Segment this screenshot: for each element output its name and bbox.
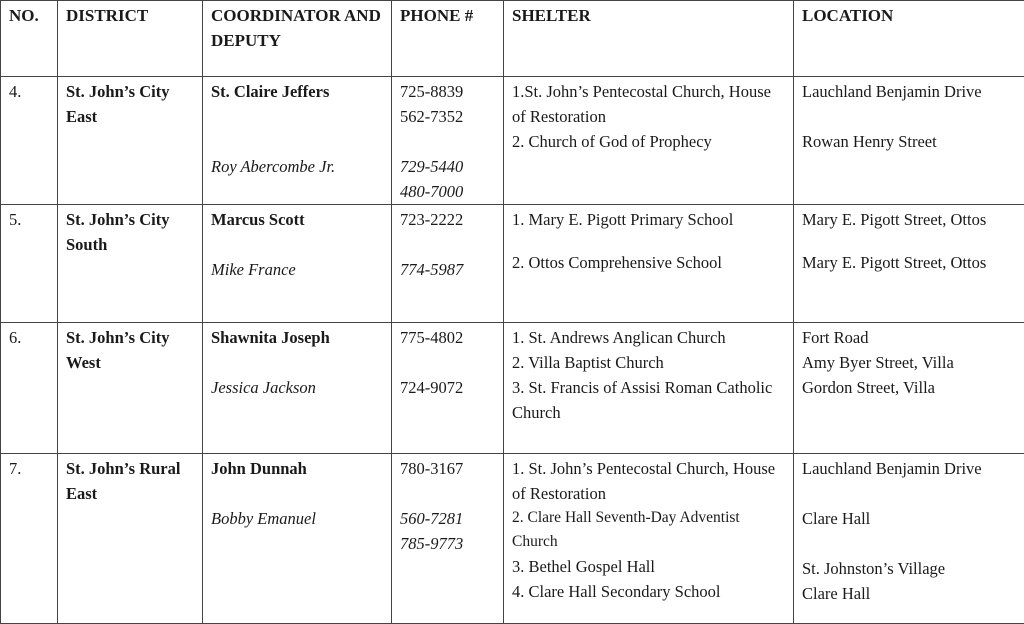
shelter-item: 3. Bethel Gospel Hall	[512, 554, 785, 579]
header-row	[1, 1, 1024, 77]
coordinator-phone: 775-4802	[400, 325, 495, 350]
table-row	[1, 205, 1024, 323]
location-item: Clare Hall	[802, 581, 1016, 606]
coordinator-phone: 725-8839	[400, 79, 495, 104]
location-item: Lauchland Benjamin Drive	[802, 79, 1016, 104]
deputy-name: Bobby Emanuel	[211, 506, 383, 531]
shelter-item: 4. Clare Hall Secondary School	[512, 579, 785, 604]
shelter-item: 1. St. Andrews Anglican Church	[512, 325, 785, 350]
row-number: 7.	[1, 454, 58, 624]
coordinator-cell	[203, 323, 392, 454]
shelter-item: 2. Ottos Comprehensive School	[512, 250, 785, 275]
district-name: St. John’s City East	[58, 77, 203, 205]
header-coordinator: COORDINATOR AND DEPUTY	[203, 1, 392, 77]
location-cell	[794, 205, 1024, 323]
location-item: St. Johnston’s Village	[802, 556, 1016, 581]
phone-cell	[392, 454, 504, 624]
coordinator-cell	[203, 77, 392, 205]
location-cell	[794, 323, 1024, 454]
shelter-item: 3. St. Francis of Assisi Roman Catholic Church	[512, 375, 785, 425]
coordinator-phone: 723-2222	[400, 207, 495, 232]
coordinator-cell	[203, 454, 392, 624]
coordinator-phone: 562-7352	[400, 104, 495, 129]
header-no: NO.	[1, 1, 58, 77]
shelter-item: 1.St. John’s Pentecostal Church, House of Restoration	[512, 79, 785, 129]
district-name: St. John’s City South	[58, 205, 203, 323]
coordinator-phone: 780-3167	[400, 456, 495, 481]
header-shelter: SHELTER	[504, 1, 794, 77]
deputy-name: Jessica Jackson	[211, 375, 383, 400]
shelter-item: 1. St. John’s Pentecostal Church, House of Restoration	[512, 456, 785, 506]
location-item: Fort Road	[802, 325, 1016, 350]
row-number: 4.	[1, 77, 58, 205]
table-row	[1, 323, 1024, 454]
district-name: St. John’s Rural East	[58, 454, 203, 624]
deputy-name: Roy Abercombe Jr.	[211, 154, 383, 179]
row-number: 5.	[1, 205, 58, 323]
district-name: St. John’s City West	[58, 323, 203, 454]
row-number: 6.	[1, 323, 58, 454]
location-item: Gordon Street, Villa	[802, 375, 1016, 400]
header-phone: PHONE #	[392, 1, 504, 77]
coordinator-name: John Dunnah	[211, 456, 383, 481]
shelter-item: 2. Church of God of Prophecy	[512, 129, 785, 154]
location-cell	[794, 77, 1024, 205]
shelter-item: 2. Villa Baptist Church	[512, 350, 785, 375]
table-row	[1, 454, 1024, 624]
deputy-phone: 785-9773	[400, 531, 495, 556]
location-item: Mary E. Pigott Street, Ottos	[802, 207, 1016, 232]
deputy-phone: 724-9072	[400, 375, 495, 400]
location-item: Lauchland Benjamin Drive	[802, 456, 1016, 481]
shelter-item: 1. Mary E. Pigott Primary School	[512, 207, 785, 232]
shelter-cell	[504, 205, 794, 323]
shelter-cell	[504, 77, 794, 205]
deputy-phone: 774-5987	[400, 257, 495, 282]
table-row	[1, 77, 1024, 205]
coordinator-name: Shawnita Joseph	[211, 325, 383, 350]
header-district: DISTRICT	[58, 1, 203, 77]
header-location: LOCATION	[794, 1, 1024, 77]
coordinator-name: St. Claire Jeffers	[211, 79, 383, 104]
phone-cell	[392, 77, 504, 205]
shelter-cell	[504, 454, 794, 624]
shelter-cell	[504, 323, 794, 454]
phone-cell	[392, 205, 504, 323]
location-item: Rowan Henry Street	[802, 129, 1016, 154]
coordinator-cell	[203, 205, 392, 323]
location-item: Mary E. Pigott Street, Ottos	[802, 250, 1016, 275]
coordinator-name: Marcus Scott	[211, 207, 383, 232]
shelter-item: 2. Clare Hall Seventh-Day Adventist Church	[512, 506, 785, 554]
deputy-phone: 729-5440	[400, 154, 495, 179]
deputy-phone: 480-7000	[400, 179, 495, 204]
location-item: Amy Byer Street, Villa	[802, 350, 1016, 375]
phone-cell	[392, 323, 504, 454]
deputy-name: Mike France	[211, 257, 383, 282]
deputy-phone: 560-7281	[400, 506, 495, 531]
location-item: Clare Hall	[802, 506, 1016, 531]
location-cell	[794, 454, 1024, 624]
